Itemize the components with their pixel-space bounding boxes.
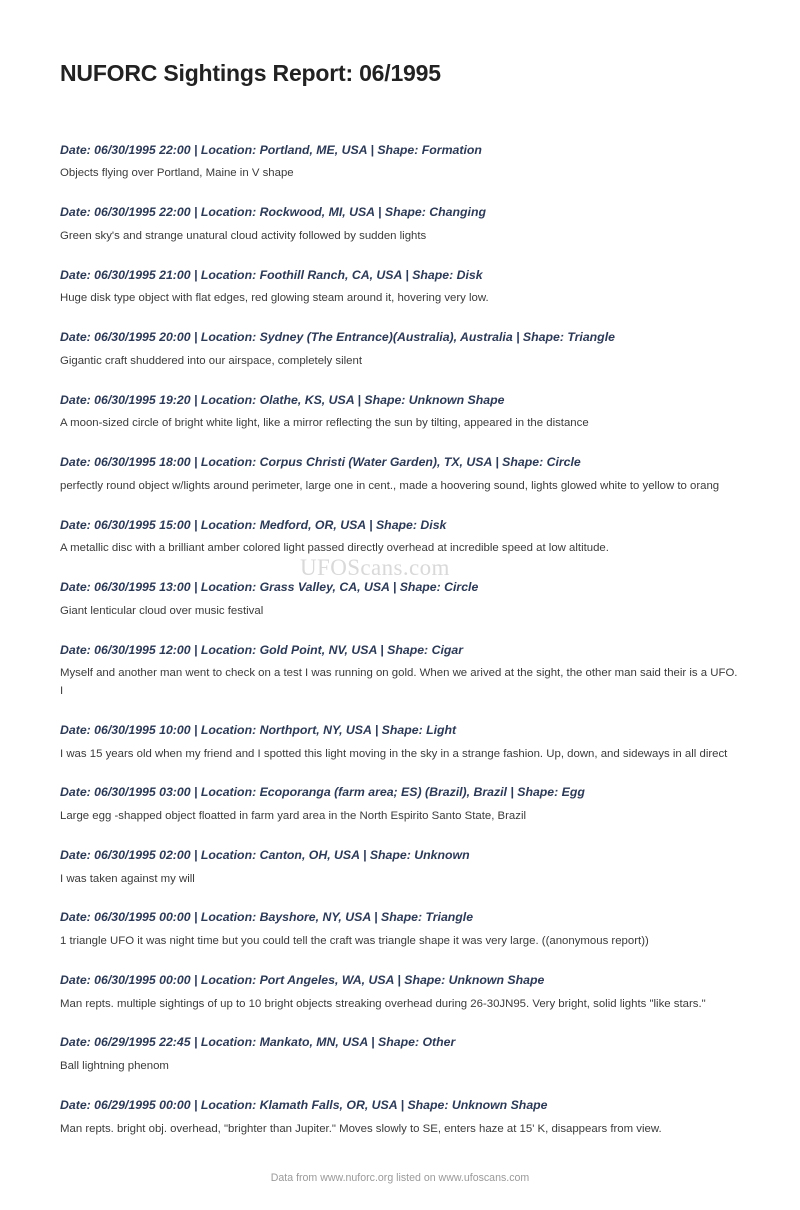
sighting-heading: Date: 06/30/1995 15:00 | Location: Medford, OR, USA | Shape: Disk — [60, 517, 447, 532]
list-item — [60, 142, 740, 184]
list-item — [60, 909, 740, 951]
page-footer: Data from www.nuforc.org listed on www.ufoscans.com — [270, 1172, 530, 1185]
sighting-description: Large egg -shapped object floatted in farm yard area in the North Espirito Santo State, Brazil — [60, 810, 527, 823]
list-item — [60, 454, 740, 496]
sighting-description: Giant lenticular cloud over music festival — [60, 604, 264, 617]
sighting-description: I was taken against my will — [60, 872, 195, 885]
sighting-description: Man repts. multiple sightings of up to 10 bright objects streaking overhead during 26-30JN95. Very bright, solid lights "like stars." — [60, 997, 706, 1010]
sighting-description: A moon-sized circle of bright white light, like a mirror reflecting the sun by tilting, appeared in the distance — [60, 417, 589, 430]
list-item — [60, 642, 740, 701]
sighting-heading: Date: 06/30/1995 18:00 | Location: Corpus Christi (Water Garden), TX, USA | Shape: Circle — [60, 455, 581, 470]
sighting-heading: Date: 06/30/1995 21:00 | Location: Foothill Ranch, CA, USA | Shape: Disk — [60, 267, 483, 282]
sighting-description: A metallic disc with a brilliant amber colored light passed directly overhead at incredible speed at low altitude. — [60, 542, 609, 555]
list-item — [60, 517, 740, 559]
list-item — [60, 204, 740, 246]
list-item — [60, 267, 740, 309]
watermark: UFOScans.com — [300, 555, 450, 580]
sighting-description: Myself and another man went to check on a test I was running on gold. When we arived at the sight, the other man said their is a UFO. I — [60, 667, 738, 698]
list-item — [60, 847, 740, 889]
list-item — [60, 329, 740, 371]
sighting-heading: Date: 06/30/1995 00:00 | Location: Bayshore, NY, USA | Shape: Triangle — [60, 910, 474, 925]
sightings-list — [60, 142, 740, 1139]
sighting-description: Huge disk type object with flat edges, red glowing steam around it, hovering very low. — [60, 292, 489, 305]
sighting-heading: Date: 06/30/1995 03:00 | Location: Ecoporanga (farm area; ES) (Brazil), Brazil | Shape: Egg — [60, 785, 585, 800]
sighting-heading: Date: 06/29/1995 22:45 | Location: Mankato, MN, USA | Shape: Other — [60, 1035, 456, 1050]
list-item — [60, 1034, 740, 1076]
sighting-description: perfectly round object w/lights around perimeter, large one in cent., made a hoovering sound, lights glowed white to yellow to orang — [60, 479, 720, 492]
list-item — [60, 392, 740, 434]
sighting-heading: Date: 06/29/1995 00:00 | Location: Klamath Falls, OR, USA | Shape: Unknown Shape — [60, 1097, 548, 1112]
sighting-heading: Date: 06/30/1995 00:00 | Location: Port Angeles, WA, USA | Shape: Unknown Shape — [60, 972, 545, 987]
list-item — [60, 579, 740, 621]
sighting-description: Objects flying over Portland, Maine in V shape — [60, 167, 294, 180]
sighting-description: Green sky's and strange unatural cloud activity followed by sudden lights — [60, 229, 427, 242]
list-item — [60, 972, 740, 1014]
sighting-description: Man repts. bright obj. overhead, "brighter than Jupiter." Moves slowly to SE, enters haze at 15' K, disappears from view. — [60, 1122, 662, 1135]
sighting-description: 1 triangle UFO it was night time but you could tell the craft was triangle shape it was very large. ((anonymous report)) — [60, 935, 649, 948]
sighting-heading: Date: 06/30/1995 19:20 | Location: Olathe, KS, USA | Shape: Unknown Shape — [60, 392, 505, 407]
sighting-heading: Date: 06/30/1995 02:00 | Location: Canton, OH, USA | Shape: Unknown — [60, 847, 470, 862]
sighting-description: Gigantic craft shuddered into our airspace, completely silent — [60, 354, 363, 367]
sighting-heading: Date: 06/30/1995 22:00 | Location: Rockwood, MI, USA | Shape: Changing — [60, 205, 486, 220]
list-item — [60, 1097, 740, 1139]
sighting-heading: Date: 06/30/1995 13:00 | Location: Grass Valley, CA, USA | Shape: Circle — [60, 580, 479, 595]
list-item — [60, 722, 740, 764]
sighting-description: Ball lightning phenom — [60, 1060, 169, 1073]
sighting-description: I was 15 years old when my friend and I spotted this light moving in the sky in a strange fashion. Up, down, and sideways in all direct — [60, 747, 728, 760]
list-item — [60, 784, 740, 826]
sighting-heading: Date: 06/30/1995 20:00 | Location: Sydney (The Entrance)(Australia), Australia | Shape: Triangle — [60, 330, 615, 345]
sighting-heading: Date: 06/30/1995 22:00 | Location: Portland, ME, USA | Shape: Formation — [60, 142, 482, 157]
sighting-heading: Date: 06/30/1995 10:00 | Location: Northport, NY, USA | Shape: Light — [60, 722, 457, 737]
page-title: NUFORC Sightings Report: 06/1995 — [60, 60, 441, 86]
sighting-heading: Date: 06/30/1995 12:00 | Location: Gold Point, NV, USA | Shape: Cigar — [60, 642, 463, 657]
